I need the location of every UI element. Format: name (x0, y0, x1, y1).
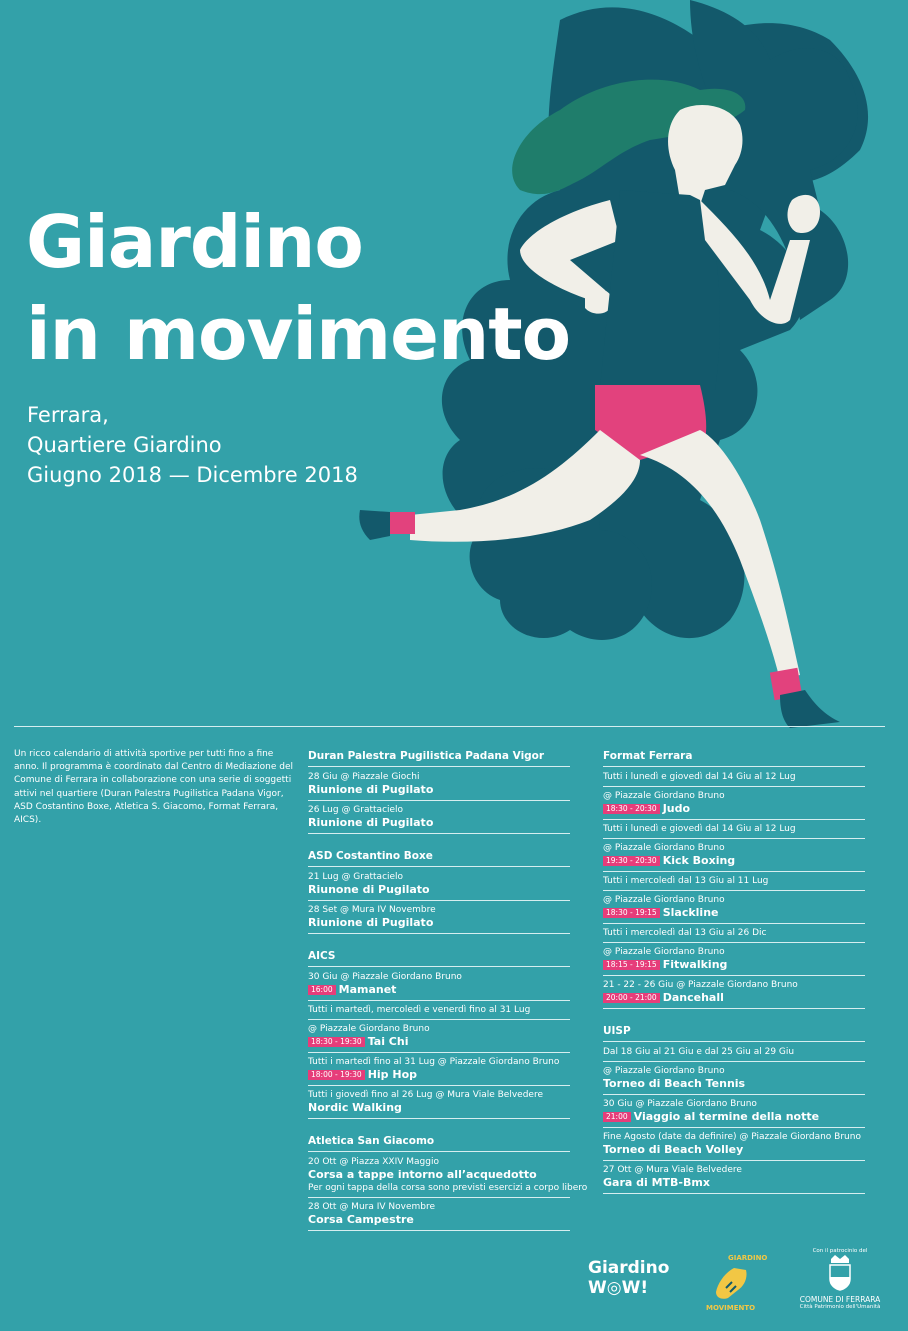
event-date-place: Fine Agosto (date da definire) @ Piazzale Giordano Bruno (603, 1132, 861, 1142)
event-date-place: 28 Ott @ Mura IV Novembre (308, 1202, 436, 1212)
event-name (603, 1077, 865, 1091)
group-spacer (308, 1121, 570, 1135)
group-spacer (308, 836, 570, 850)
event-name (308, 1035, 570, 1049)
group-title: Duran Palestra Pugilistica Padana Vigor (308, 750, 570, 767)
event-title: Riunione di Pugilato (308, 916, 434, 929)
event-name (603, 1143, 865, 1157)
event-row (603, 770, 865, 787)
event-date-place: 20 Ott @ Piazza XXIV Maggio (308, 1157, 439, 1167)
event-title: Nordic Walking (308, 1101, 402, 1114)
time-badge: 18:30 - 19:15 (603, 908, 660, 918)
group-spacer (603, 1011, 865, 1025)
group-spacer (308, 936, 570, 950)
event-name (308, 1213, 570, 1227)
subtitle-line: Quartiere Giardino (27, 433, 222, 457)
logos-footer (580, 1248, 900, 1328)
event-date-place: 28 Set @ Mura IV Novembre (308, 905, 436, 915)
event-title: Riunone di Pugilato (308, 883, 430, 896)
event-title: Torneo di Beach Volley (603, 1143, 744, 1156)
event-date-place: 30 Giu @ Piazzale Giordano Bruno (603, 1099, 757, 1109)
event-name (308, 816, 570, 830)
time-badge: 18:15 - 19:15 (603, 960, 660, 970)
giardino-in-movimento-logo: GIARDINO MOVIMENTO (706, 1254, 768, 1312)
event-name (308, 1168, 570, 1182)
group-title: Atletica San Giacomo (308, 1135, 570, 1152)
group-title: Format Ferrara (603, 750, 865, 767)
event-row (603, 1045, 865, 1062)
event-date-place: Tutti i giovedì fino al 26 Lug @ Mura Viale Belvedere (308, 1090, 543, 1100)
event-date-place: 30 Giu @ Piazzale Giordano Bruno (308, 972, 462, 982)
time-badge: 18:30 - 19:30 (308, 1037, 365, 1047)
shoe-icon (708, 1262, 758, 1304)
event-row (308, 903, 570, 934)
event-name (308, 983, 570, 997)
event-date-place: Tutti i martedì fino al 31 Lug @ Piazzale Giordano Bruno (308, 1057, 560, 1067)
event-group (603, 1025, 865, 1194)
event-title: Judo (662, 802, 691, 815)
subtitle-line: Giugno 2018 — Dicembre 2018 (27, 463, 358, 487)
event-title: Riunione di Pugilato (308, 783, 434, 796)
event-title: Torneo di Beach Tennis (603, 1077, 746, 1090)
time-badge: 21:00 (603, 1112, 631, 1122)
event-row (603, 841, 865, 872)
event-row (308, 1003, 570, 1020)
event-title: Corsa Campestre (308, 1213, 414, 1226)
event-group (308, 950, 570, 1119)
event-name (308, 916, 570, 930)
time-badge: 20:00 - 21:00 (603, 993, 660, 1003)
event-title: Dancehall (662, 991, 724, 1004)
event-row (308, 1022, 570, 1053)
event-date-place: @ Piazzale Giordano Bruno (308, 1024, 430, 1034)
event-group (308, 750, 570, 834)
event-date-place: 27 Ott @ Mura Viale Belvedere (603, 1165, 742, 1175)
intro-text: Un ricco calendario di attività sportive per tutti fino a fine anno. Il programma è coordinato dal Centro di Mediazione del Comune di Ferrara in collaborazione con una serie di soggetti attivi nel quartiere (Duran Palestra Pugilistica Padana Vigor, ASD Costantino Boxe, Atletica S. Giacomo, Format Ferrara, AICS). (14, 749, 293, 826)
event-note: Per ogni tappa della corsa sono previsti esercizi a corpo libero (308, 1183, 588, 1193)
event-name (308, 1068, 570, 1082)
event-row (603, 1064, 865, 1095)
event-group (603, 750, 865, 1009)
giardino-wow-logo: Giardino W◎W! (588, 1258, 670, 1298)
event-row (308, 770, 570, 801)
page-title (26, 196, 570, 380)
event-date-place: Tutti i mercoledì dal 13 Giu al 11 Lug (603, 876, 769, 886)
event-date-place: @ Piazzale Giordano Bruno (603, 791, 725, 801)
event-title: Tai Chi (367, 1035, 409, 1048)
time-badge: 19:30 - 20:30 (603, 856, 660, 866)
event-row (603, 789, 865, 820)
event-title: Kick Boxing (662, 854, 736, 867)
event-row (603, 822, 865, 839)
event-row (308, 870, 570, 901)
event-date-place: @ Piazzale Giordano Bruno (603, 843, 725, 853)
event-date-place: Tutti i mercoledì dal 13 Giu al 26 Dic (603, 928, 767, 938)
shoe (359, 510, 390, 540)
divider (14, 726, 885, 727)
event-date-place: @ Piazzale Giordano Bruno (603, 895, 725, 905)
event-row (603, 1130, 865, 1161)
event-row (603, 945, 865, 976)
event-title: Corsa a tappe intorno all’acquedotto (308, 1168, 537, 1181)
event-name (308, 1101, 570, 1115)
event-group (308, 850, 570, 934)
event-title: Slackline (662, 906, 719, 919)
event-row (603, 1163, 865, 1194)
comune-di-ferrara-logo: Con il patrocinio del COMUNE DI FERRARA Città Patrimonio dell'Umanità (799, 1248, 881, 1310)
subtitle-line: Ferrara, (27, 403, 109, 427)
event-date-place: Dal 18 Giu al 21 Giu e dal 25 Giu al 29 Giu (603, 1047, 795, 1057)
event-row (308, 1055, 570, 1086)
event-title: Mamanet (338, 983, 397, 996)
event-name (603, 906, 865, 920)
event-name (603, 991, 865, 1005)
event-title: Riunione di Pugilato (308, 816, 434, 829)
event-name (603, 1176, 865, 1190)
event-row (603, 1097, 865, 1128)
subtitle (27, 400, 358, 490)
event-date-place: 21 Lug @ Grattacielo (308, 872, 404, 882)
event-row (603, 874, 865, 891)
event-row (308, 1088, 570, 1119)
event-date-place: @ Piazzale Giordano Bruno (603, 947, 725, 957)
event-name (603, 802, 865, 816)
event-row (603, 893, 865, 924)
event-date-place: Tutti i martedì, mercoledì e venerdì fino al 31 Lug (308, 1005, 531, 1015)
event-date-place: 28 Giu @ Piazzale Giochi (308, 772, 420, 782)
schedule-column-left (308, 750, 588, 1233)
title-line-1: Giardino (26, 200, 363, 284)
event-name (308, 783, 570, 797)
event-name (603, 958, 865, 972)
event-row (603, 978, 865, 1009)
time-badge: 18:00 - 19:30 (308, 1070, 365, 1080)
group-title: AICS (308, 950, 570, 967)
event-name (603, 854, 865, 868)
schedule-column-right (603, 750, 865, 1196)
event-date-place: @ Piazzale Giordano Bruno (603, 1066, 725, 1076)
title-line-2: in movimento (26, 292, 571, 376)
coat-of-arms-icon (825, 1255, 855, 1291)
tank-top (600, 190, 720, 390)
shoe (780, 690, 840, 728)
event-row (308, 803, 570, 834)
event-title: Hip Hop (367, 1068, 418, 1081)
event-group (308, 1135, 588, 1231)
event-row (308, 1155, 588, 1198)
event-date-place: Tutti i lunedì e giovedì dal 14 Giu al 12 Lug (603, 824, 796, 834)
event-date-place: 21 - 22 - 26 Giu @ Piazzale Giordano Bruno (603, 980, 798, 990)
time-badge: 18:30 - 20:30 (603, 804, 660, 814)
event-date-place: Tutti i lunedì e giovedì dal 14 Giu al 12 Lug (603, 772, 796, 782)
group-title: ASD Costantino Boxe (308, 850, 570, 867)
event-title: Fitwalking (662, 958, 728, 971)
time-badge: 16:00 (308, 985, 336, 995)
event-title: Viaggio al termine della notte (633, 1110, 820, 1123)
group-title: UISP (603, 1025, 865, 1042)
event-date-place: 26 Lug @ Grattacielo (308, 805, 404, 815)
event-title: Gara di MTB-Bmx (603, 1176, 710, 1189)
event-row (603, 926, 865, 943)
event-row (308, 970, 570, 1001)
event-row (308, 1200, 570, 1231)
event-name (308, 883, 570, 897)
event-name (603, 1110, 865, 1124)
